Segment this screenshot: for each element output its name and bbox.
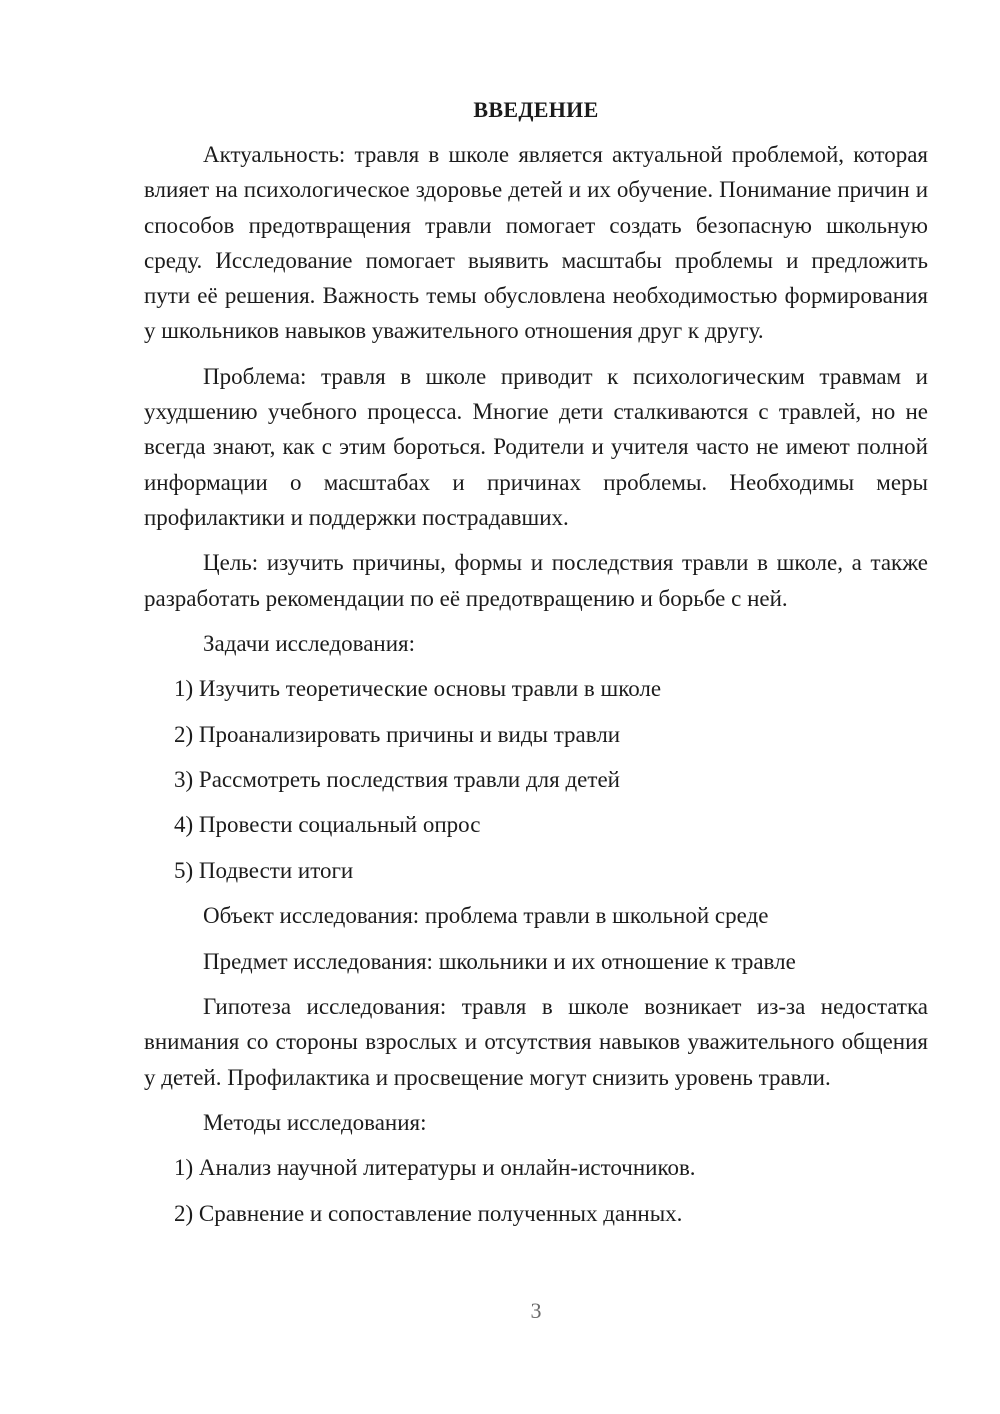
section-title: ВВЕДЕНИЕ bbox=[473, 97, 599, 122]
task-item: 1) Изучить теоретические основы травли в школе bbox=[174, 676, 662, 702]
page-number: 3 bbox=[530, 1298, 542, 1323]
paragraph-problem: Проблема: травля в школе приводит к психологическим травмам и ухудшению учебного процесса. Многие дети сталкиваются с травлей, но не всегда знают, как с этим бороться. Родители и учителя часто не имеют полной информации о масштабах и причинах проблемы. Необходимы меры профилактики и поддержки пострадавших. bbox=[144, 363, 928, 530]
task-item: 2) Проанализировать причины и виды травли bbox=[174, 721, 621, 747]
tasks-heading: Задачи исследования: bbox=[203, 630, 416, 656]
methods-heading: Методы исследования: bbox=[203, 1109, 427, 1135]
paragraph-relevance: Актуальность: травля в школе является актуальной проблемой, которая влияет на психологическое здоровье детей и их обучение. Понимание причин и способов предотвращения травли помогает создать безопасную школьную среду. Исследование помогает выявить масштабы проблемы и предложить пути её решения. Важность темы обусловлена необходимостью формирования у школьников навыков уважительного отношения друг к другу. bbox=[144, 142, 928, 344]
paragraph-hypothesis: Гипотеза исследования: травля в школе возникает из-за недостатка внимания со стороны взрослых и отсутствия навыков уважительного общения у детей. Профилактика и просвещение могут снизить уровень травли. bbox=[144, 993, 928, 1090]
page-content bbox=[144, 94, 928, 1241]
paragraph-goal: Цель: изучить причины, формы и последствия травли в школе, а также разработать рекомендации по её предотвращению и борьбе с ней. bbox=[144, 550, 928, 611]
task-item: 3) Рассмотреть последствия травли для детей bbox=[174, 767, 620, 793]
task-item: 4) Провести социальный опрос bbox=[174, 812, 481, 838]
method-item: 2) Сравнение и сопоставление полученных данных. bbox=[174, 1200, 683, 1226]
method-item: 1) Анализ научной литературы и онлайн-источников. bbox=[174, 1155, 696, 1181]
task-item: 5) Подвести итоги bbox=[174, 857, 354, 883]
research-object: Объект исследования: проблема травли в школьной среде bbox=[203, 903, 769, 929]
research-subject: Предмет исследования: школьники и их отношение к травле bbox=[203, 948, 796, 974]
